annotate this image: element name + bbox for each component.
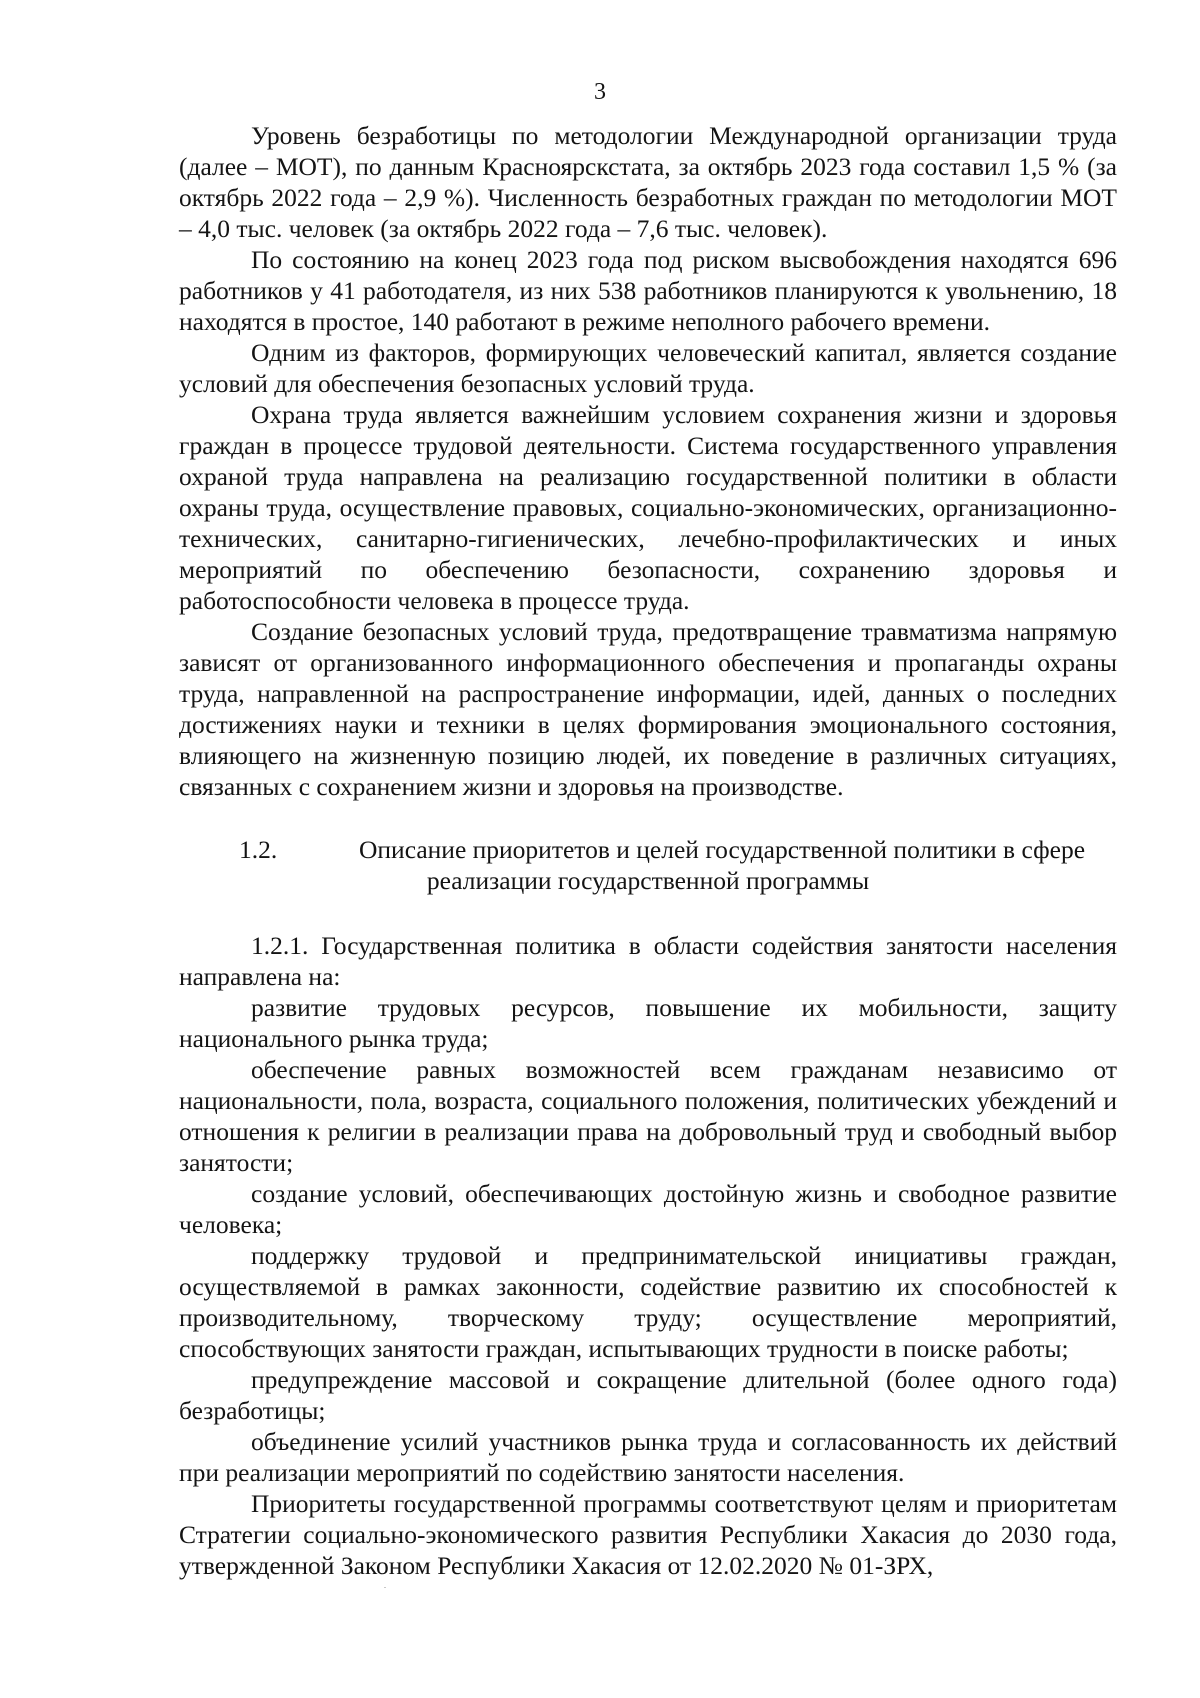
section-spacer	[179, 896, 1117, 930]
section-heading	[179, 834, 1117, 896]
paragraph-unemployment-prevention: предупреждение массовой и сокращение длительной (более одного года) безработицы;	[179, 1365, 1117, 1425]
paragraph-program-priorities: Приоритеты государственной программы соответствуют целям и приоритетам Стратегии социально-экономического развития Республики Хакасия до 2030 года, утвержденной Законом Республики Хакасия от 12.02.2020 № 01-ЗРХ,	[179, 1489, 1117, 1580]
paragraph-release-risk: По состоянию на конец 2023 года под риском высвобождения находятся 696 работников у 41 работодателя, из них 538 работников планируются к увольнению, 18 находятся в простое, 140 работают в режиме неполного рабочего времени.	[179, 245, 1117, 336]
paragraph-market-cooperation: объединение усилий участников рынка труда и согласованность их действий при реализации мероприятий по содействию занятости населения.	[179, 1427, 1117, 1487]
paragraph-human-capital: Одним из факторов, формирующих человеческий капитал, является создание условий для обеспечения безопасных условий труда.	[179, 338, 1117, 398]
document-body	[179, 120, 1117, 1581]
page-number: 3	[594, 79, 606, 105]
paragraph-safe-conditions: Создание безопасных условий труда, предотвращение травматизма напрямую зависят от организованного информационного обеспечения и пропаганды охраны труда, направленной на распространение информации, идей, данных о последних достижениях науки и техники в целях формирования эмоционального состояния, влияющего на жизненную позицию людей, их поведение в различных ситуациях, связанных с сохранением жизни и здоровья на производстве.	[179, 617, 1117, 801]
scan-mark	[384, 1587, 386, 1588]
paragraph-labor-protection: Охрана труда является важнейшим условием сохранения жизни и здоровья граждан в процессе трудовой деятельности. Система государственного управления охраной труда направлена на реализацию государственной политики в области охраны труда, осуществление правовых, социально-экономических, организационно-технических, санитарно-гигиенических, лечебно-профилактических и иных мероприятий по обеспечению безопасности, сохранению здоровья и работоспособности человека в процессе труда.	[179, 400, 1117, 615]
section-title-line-2: реализации государственной программы	[426, 866, 870, 895]
paragraph-policy-directed: 1.2.1. Государственная политика в области содействия занятости населения направлена на:	[179, 931, 1117, 991]
section-number: 1.2.	[239, 835, 278, 864]
paragraph-initiative-support: поддержку трудовой и предпринимательской инициативы граждан, осуществляемой в рамках законности, содействие развитию их способностей к производительному, творческому труду; осуществление мероприятий, способствующих занятости граждан, испытывающих трудности в поиске работы;	[179, 1241, 1117, 1363]
paragraph-decent-life: создание условий, обеспечивающих достойную жизнь и свободное развитие человека;	[179, 1179, 1117, 1239]
section-title-line-1: Описание приоритетов и целей государственной политики в сфере	[359, 835, 1086, 864]
paragraph-equal-opportunities: обеспечение равных возможностей всем гражданам независимо от национальности, пола, возраста, социального положения, политических убеждений и отношения к религии в реализации права на добровольный труд и свободный выбор занятости;	[179, 1055, 1117, 1177]
paragraph-labor-resources: развитие трудовых ресурсов, повышение их мобильности, защиту национального рынка труда;	[179, 993, 1117, 1053]
paragraph-unemployment-level: Уровень безработицы по методологии Международной организации труда (далее – МОТ), по данным Красноярскстата, за октябрь 2023 года составил 1,5 % (за октябрь 2022 года – 2,9 %). Численность безработных граждан по методологии МОТ – 4,0 тыс. человек (за октябрь 2022 года – 7,6 тыс. человек).	[179, 121, 1117, 243]
